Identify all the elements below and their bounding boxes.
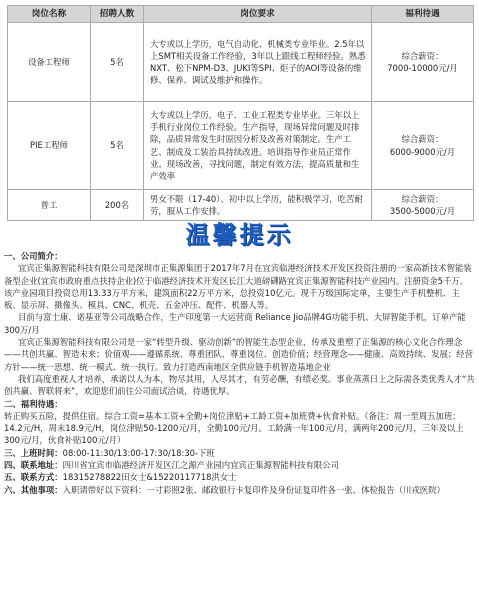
- table-header-row: [8, 6, 474, 23]
- section-title-welfare: 二、福利待遇：: [4, 398, 63, 409]
- salary-label: 综合薪资：: [401, 134, 444, 145]
- header-welfare: 福利待遇: [372, 6, 474, 23]
- salary-label: 综合薪资：: [401, 193, 444, 204]
- intro-paragraph: 目前与富士康、诺基亚等公司战略合作，生产印度第一大运营商 Reliance Jio品牌4G功能手机、大屏智能手机，订单产能300万/月: [4, 312, 466, 335]
- header-requirements: 岗位要求: [144, 6, 372, 23]
- salary-cell: [372, 190, 474, 221]
- welfare-paragraph: 转正购买五险，提供住宿。综合工资=基本工资+全勤+岗位津贴+工龄工资+加班费+伙食补贴。（备注：周一至周五加班：14.2元/H，周末18.9元/H，岗位津贴50-1200元/月，全勤100元/月。工龄满一年100元/月，满两年200元/月，三年及以上300元/月，伙食补贴100元/月）: [4, 410, 464, 446]
- position-cell: 普工: [8, 190, 91, 221]
- work-hours-label: 三、上班时间：: [4, 447, 63, 458]
- salary-cell: [372, 23, 474, 102]
- address-label: 四、联系地址：: [4, 460, 63, 471]
- info-content: [4, 250, 475, 496]
- table-row: [8, 102, 474, 190]
- table-row: [8, 23, 474, 102]
- contact-label: 五、联系方式：: [4, 472, 63, 483]
- count-cell: 5名: [91, 23, 144, 102]
- table-row: [8, 190, 474, 221]
- header-count: 招聘人数: [91, 6, 144, 23]
- requirements-cell: 大专或以上学历，电子、工业工程类专业毕业。三年以上手机行业岗位工作经验。生产指导，现场异常问题及时排除，品质异常发生时原因分析及改善对策制定。生产工艺、制成及工装治具持续改进。培训指导作业员正常作业。现场改善，寻找问题，制定有效方法，提高质量和生产效率: [144, 102, 372, 190]
- salary-cell: [372, 102, 474, 190]
- work-hours-line: [4, 447, 475, 459]
- address-line: [4, 459, 475, 471]
- contact-line: [4, 471, 475, 483]
- header-position: 岗位名称: [8, 6, 91, 23]
- section-title-intro: 一、公司简介：: [4, 251, 63, 261]
- salary-value: 7000-10000元/月: [387, 63, 458, 73]
- contact-value: 18315278822田女士&15220117718洪女士: [62, 472, 237, 483]
- other-label: 六、其他事项：: [4, 484, 63, 495]
- intro-paragraph: 宜宾正集源智能科技有限公司是一家“转型升级、驱动创新”的智能生态型企业，传承及重塑了正集源的核心文化合作理念——共创共赢、智造未来；价值观——遵循系统、尊重团队、尊重岗位、创造价值；经营理念——健康、高效持续、发展；经营方针——统一思想、统一模式、统一执行。致力打造西南地区全供应链手机智造基地企业: [4, 337, 473, 372]
- other-line: [4, 484, 475, 496]
- salary-value: 3500-5000元/月: [389, 206, 456, 216]
- count-cell: 5名: [91, 102, 144, 190]
- address-value: 四川省宜宾市临港经济开发区江之源产业园内宜宾正集源智能科技有限公司: [62, 460, 339, 471]
- position-cell: PIE工程师: [8, 102, 91, 190]
- work-hours-value: 08:00-11:30/13:00-17:30/18:30-下班: [62, 447, 215, 458]
- other-value: 入职请带好以下资料：一寸彩照2张、邮政银行卡复印件及身份证复印件各一张、体检报告（川戎医院）: [62, 484, 445, 495]
- requirements-cell: 大专或以上学历，电气自动化、机械类专业毕业。2.5年以上SMT相关设备工作经验，3年以上跟线工程师经验。熟悉NXT、松下NPM-D3、JUKI等SPI、炬子的AOI等设备的维修、保养、调试及维护和操作。: [144, 23, 372, 102]
- count-cell: 200名: [91, 190, 144, 221]
- intro-paragraph: 宜宾正集源智能科技有限公司是深圳市正集源集团于2017年7月在宜宾临港经济技术开发区投资注册的一家高新技术智能装备型企业(宜宾市政府重点扶持企业)位于临港经济技术开发区长江大道磅礴路宜宾正集源智能科技产业园内。注册资金5千万。该产业园项目投资总用13.33万平方米，建筑面积22万平方米，总投资10亿元。现千万级国际定单，主要生产手机整机、主板、显示屏、摄像头、模具、CNC、机壳、五金冲压、配件、机器人等。: [4, 263, 472, 311]
- requirements-cell: 男女不限（17-40）、初中以上学历，能积极学习，吃苦耐劳，服从工作安排。: [144, 190, 372, 221]
- tips-banner: 温馨提示: [185, 221, 294, 249]
- job-table: [7, 5, 474, 221]
- salary-label: 综合薪资：: [401, 50, 444, 61]
- salary-value: 6000-9000元/月: [389, 146, 456, 157]
- position-cell: 设备工程师: [8, 23, 91, 102]
- intro-paragraph: 我们高度重视人才培养，承诺以人为本，物尽其用，人尽其才，有劳必酬，有绩必奖。事业蒸蒸日上之际需各类优秀人才“共创共赢、智联将来”，欢迎您们前往公司面试洽谈，待遇优厚。: [4, 373, 475, 397]
